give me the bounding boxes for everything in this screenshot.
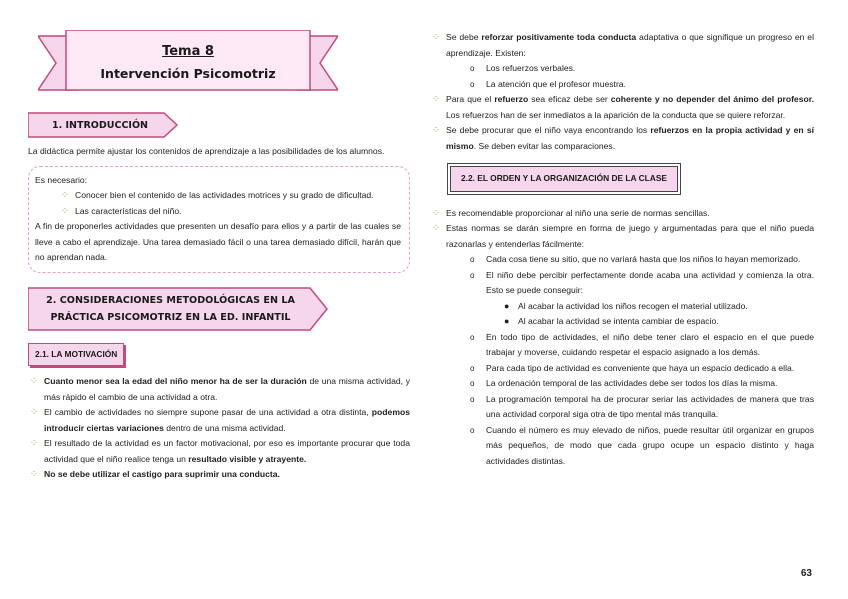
list-item: ● Al acabar la actividad los niños recogen el material utilizado. xyxy=(430,299,814,315)
circle-bullet-icon: o xyxy=(470,363,475,373)
circle-bullet-icon: o xyxy=(470,379,475,388)
list-item: ⁘ Conocer bien el contenido de las actividades motrices y su grado de dificultad. xyxy=(59,188,401,204)
page-subtitle: Intervención Psicomotriz xyxy=(100,66,276,81)
intro-paragraph: La didáctica permite ajustar los contenidos de aprendizaje a las posibilidades de los alumnos. xyxy=(28,146,385,156)
circle-bullet-icon: o xyxy=(470,270,475,280)
list-item: ⁘ Estas normas se darán siempre en forma de juego y argumentadas para que el niño pueda razonarlas y entenderlas fácilmente: xyxy=(431,223,814,249)
circle-bullet-icon: o xyxy=(470,79,475,89)
list-item: ⁘ Se debe reforzar positivamente toda conducta adaptativa o que signifique un progreso en el aprendizaje. Existen: xyxy=(431,32,814,58)
title-banner xyxy=(38,30,338,96)
sparkle-bullet-icon: ⁘ xyxy=(431,125,441,136)
sparkle-bullet-icon: ⁘ xyxy=(29,438,39,449)
box-closing: A fin de proponerles actividades que presenten un desafío para ellos y a partir de las cuales se lleve a cabo el aprendizaje. Una tarea demasiado fácil o una tarea demasiado difícil, harán que no aprendan nada. xyxy=(35,221,401,262)
list-item: ⁘ El resultado de la actividad es un factor motivacional, por eso es importante procurar que toda actividad que el niño realice tenga un resultado visible y atrayente. xyxy=(29,438,410,464)
list-item: o En todo tipo de actividades, el niño debe tener claro el espacio en el que puede trabajar y moverse, cuidando respetar el espacio asignado a los demás. xyxy=(470,331,814,357)
list-item: o La ordenación temporal de las actividades debe ser todos los días la misma. xyxy=(430,376,814,392)
sparkle-bullet-icon: ⁘ xyxy=(431,32,441,43)
subsection-heading-motivation: 2.1. LA MOTIVACIÓN xyxy=(28,343,410,367)
right-column xyxy=(430,30,814,469)
sparkle-bullet-icon: ⁘ xyxy=(431,207,441,219)
list-item: ⁘ Cuanto menor sea la edad del niño menor ha de ser la duración de una misma actividad, y más rápido el cambio de una actividad a otra. xyxy=(29,376,410,402)
sparkle-bullet-icon: ⁘ xyxy=(431,223,441,234)
list-item: ⁘ El cambio de actividades no siempre supone pasar de una actividad a otra distinta, podemos introducir ciertas variaciones dentro de una misma actividad. xyxy=(29,407,410,433)
dot-bullet-icon: ● xyxy=(504,316,510,326)
left-column xyxy=(28,30,410,483)
sparkle-bullet-icon: ⁘ xyxy=(29,376,39,387)
list-item: ⁘ Las características del niño. xyxy=(59,204,401,220)
circle-bullet-icon: o xyxy=(470,255,475,264)
necessary-box xyxy=(28,166,410,273)
section-heading-intro: 1. INTRODUCCIÓN xyxy=(28,112,178,138)
list-item: o La atención que el profesor muestra. xyxy=(430,77,814,93)
subsection-heading-order: 2.2. EL ORDEN Y LA ORGANIZACIÓN DE LA CLASE xyxy=(450,166,814,192)
page-title: Tema 8 xyxy=(162,44,214,59)
list-item: o El niño debe percibir perfectamente donde acaba una actividad y comienza la otra. Esto se puede conseguir: xyxy=(470,269,814,295)
circle-bullet-icon: o xyxy=(470,425,475,435)
list-item: ⁘ Es recomendable proporcionar al niño una serie de normas sencillas. xyxy=(430,206,814,222)
page-number: 63 xyxy=(800,568,812,579)
list-item: o Los refuerzos verbales. xyxy=(430,61,814,77)
sparkle-bullet-icon: ⁘ xyxy=(29,469,39,480)
box-lead: Es necesario: xyxy=(35,174,88,185)
sparkle-bullet-icon: ⁘ xyxy=(60,205,70,217)
list-item: o Para cada tipo de actividad es conveniente que haya un espacio dedicado a ella. xyxy=(430,361,814,377)
circle-bullet-icon: o xyxy=(470,332,475,342)
list-item: o Cuando el número es muy elevado de niños, puede resultar útil organizar en grupos más pequeños, de modo que cada grupo ocupe un espacio distinto y haga actividades distintas. xyxy=(470,424,814,466)
sparkle-bullet-icon: ⁘ xyxy=(29,407,39,418)
section-heading-methodology: 2. CONSIDERACIONES METODOLÓGICAS EN LA PRÁCTICA PSICOMOTRIZ EN LA ED. INFANTIL xyxy=(28,287,328,331)
sparkle-bullet-icon: ⁘ xyxy=(60,190,70,201)
list-item: ⁘ Se debe procurar que el niño vaya encontrando los refuerzos en la propia actividad y en sí mismo. Se deben evitar las comparaciones. xyxy=(431,125,814,151)
dot-bullet-icon: ● xyxy=(504,300,510,311)
list-item: o Cada cosa tiene su sitio, que no variará hasta que los niños lo hayan memorizado. xyxy=(430,252,814,268)
list-item: ⁘ No se debe utilizar el castigo para suprimir una conducta. xyxy=(28,467,410,483)
list-item: ⁘ Para que el refuerzo sea eficaz debe ser coherente y no depender del ánimo del profesor. Los refuerzos han de ser inmediatos a la aparición de la conducta que se quiere reforzar. xyxy=(431,94,815,120)
circle-bullet-icon: o xyxy=(470,64,475,73)
list-item: ● Al acabar la actividad se intenta cambiar de espacio. xyxy=(430,314,814,330)
circle-bullet-icon: o xyxy=(470,394,475,404)
sparkle-bullet-icon: ⁘ xyxy=(431,94,441,105)
list-item: o La programación temporal ha de procurar seriar las actividades de manera que tras una actividad corporal siga otra de tipo mental más tranquila. xyxy=(470,393,814,419)
